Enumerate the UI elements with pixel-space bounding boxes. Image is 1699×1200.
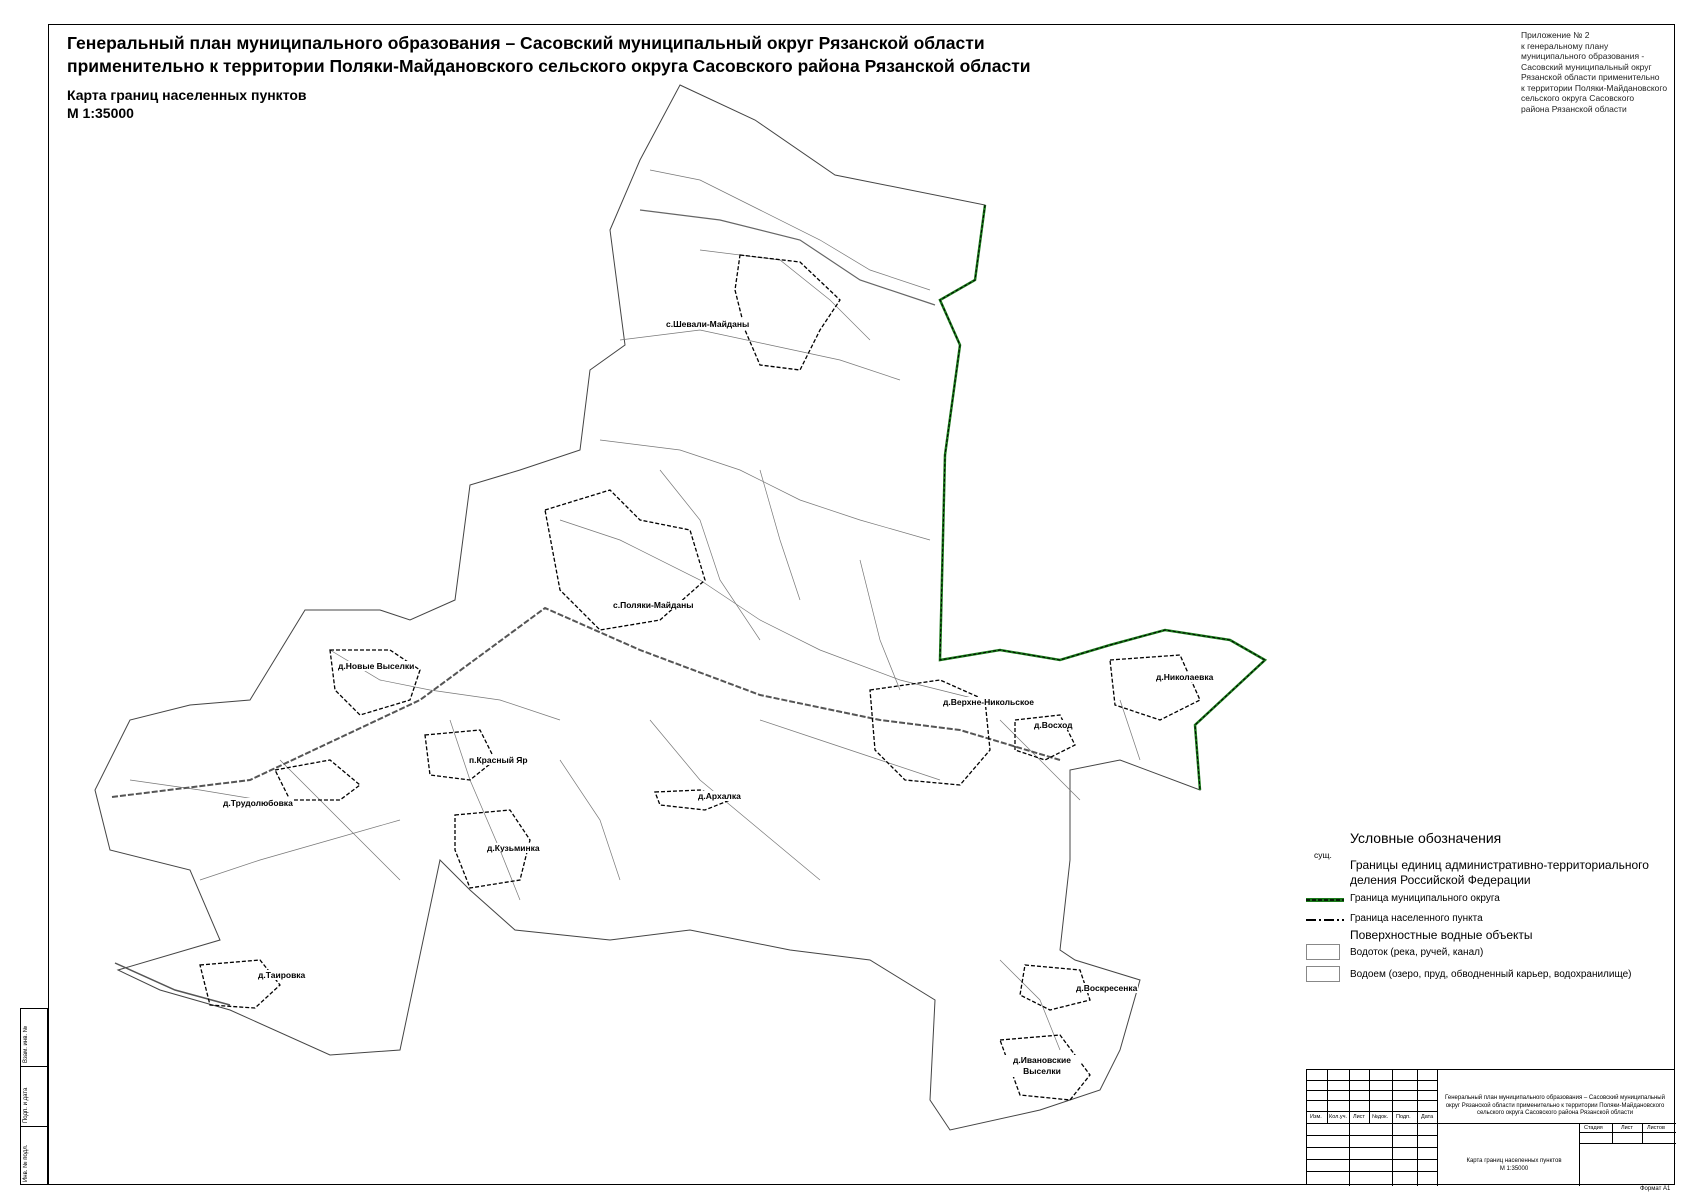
col-kol-uch: Кол.уч. [1329,1114,1348,1120]
settlement-label-trudolyubovka[interactable]: д.Трудолюбовка [223,798,293,808]
sheet-format: Формат А1 [1640,1186,1671,1192]
appendix-line: Приложение № 2 [1521,30,1590,40]
col-list: Лист [1353,1114,1365,1120]
stage-col-stadiya: Стадия [1584,1125,1603,1131]
settlement-boundary-swatch [1306,912,1346,928]
settlement-label-kuzminka[interactable]: д.Кузьминка [487,843,540,853]
side-stamp-replace-inv: Взам. инв. № [23,1025,29,1063]
legend-title: Условные обозначения [1350,830,1502,846]
col-ndok: №док. [1372,1114,1389,1120]
road [640,210,935,305]
stamp-sheet-title [1439,1158,1589,1173]
title-line-2: применительно к территории Поляки-Майдановского сельского округа Сасовского района Рязанской области [67,56,1031,76]
sheet-scale: М 1:35000 [1499,1165,1529,1172]
settlement-label-krasny-yar[interactable]: п.Красный Яр [469,755,528,765]
side-stamp-inv-orig: Инв. № подл. [23,1144,29,1182]
railway-branch [115,963,230,1005]
map-scale: М 1:35000 [67,105,134,121]
appendix-line: к генеральному плану [1521,40,1609,51]
appendix-line: Рязанской области применительно [1521,72,1660,82]
municipal-boundary-swatch [1306,892,1346,908]
settlement-label-voskhod[interactable]: д.Восход [1034,720,1073,730]
settlement-label-nikolaevka[interactable]: д.Николаевка [1156,672,1214,682]
appendix-line: района Рязанской области [1521,103,1627,114]
title-block [1306,1069,1675,1185]
col-podp: Подп. [1396,1114,1411,1120]
settlement-label-voskresenka[interactable]: д.Воскресенка [1076,983,1138,993]
map-name: Карта границ населенных пунктов [67,87,307,103]
settlement-label-tairovka[interactable]: д.Таировка [258,970,306,980]
settlement-label-arkhalka[interactable]: д.Архалка [698,791,741,801]
appendix-line: муниципального образования - [1521,51,1645,61]
col-data: Дата [1421,1114,1434,1120]
watercourse-swatch [1306,944,1340,960]
sheet-title: Карта границ населенных пунктов [1466,1158,1562,1164]
waterbody-swatch [1306,966,1340,982]
legend-waterbody-label: Водоем (озеро, пруд, обводненный карьер, водохранилище) [1350,969,1632,980]
settlement-label-ivanovskie-vyselki[interactable]: д.Ивановские Выселки [1003,1055,1081,1077]
legend-water-group: Поверхностные водные объекты [1350,928,1533,942]
settlement-label-novye-vyselki[interactable]: д.Новые Выселки [338,661,415,671]
legend-row-watercourse [1300,944,1670,964]
legend-municipal-label: Граница муниципального округа [1350,893,1500,904]
legend-watercourse-label: Водоток (река, ручей, канал) [1350,947,1484,958]
boundary-shevali-maidany [735,255,840,370]
legend-admin-group: Границы единиц административно-территориального деления Российской Федерации [1350,858,1649,887]
side-stamp-sign-date: Подп. и дата [23,1087,29,1123]
appendix-line: Сасовский муниципальный округ [1521,61,1652,72]
title-line-1: Генеральный план муниципального образования – Сасовский муниципальный округ Рязанской области [67,33,985,53]
stage-col-listov: Листов [1647,1125,1665,1131]
settlement-label-polyaki-maidany[interactable]: с.Поляки-Майданы [613,600,694,610]
boundary-verkhne-nikolskoe [870,680,990,785]
boundary-trudolyubovka [275,760,360,800]
appendix-line: к территории Поляки-Майдановского [1521,82,1668,93]
settlement-boundaries [200,255,1200,1100]
settlement-label-shevali-maidany[interactable]: с.Шевали-Майданы [666,319,750,329]
stamp-description: Генеральный план муниципального образования – Сасовский муниципальный округ Рязанской области применительно к территории Поляки-Майдановского сельского округа Сасовского района Рязанской области [1445,1095,1665,1116]
legend-row-settlement [1300,910,1670,930]
railway [112,608,1060,797]
stage-col-list: Лист [1621,1125,1633,1131]
legend-settlement-label: Граница населенного пункта [1350,913,1483,924]
parcel-lines [130,170,1140,1050]
legend-status: сущ. [1314,850,1332,860]
col-izm: Изм. [1310,1114,1322,1120]
settlement-label-verkhne-nikolskoe[interactable]: д.Верхне-Никольское [943,697,1035,707]
legend-row-municipal [1300,890,1670,910]
legend-row-waterbody [1300,966,1670,986]
appendix-line: сельского округа Сасовского [1521,93,1635,103]
